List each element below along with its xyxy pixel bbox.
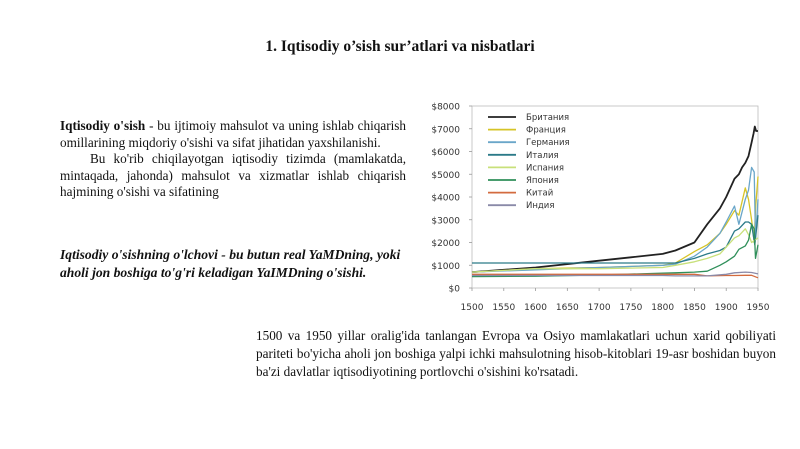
y-tick-label: $3000: [431, 216, 460, 227]
series-line-Испания: [472, 229, 758, 272]
series-line-Франция: [472, 177, 758, 273]
series-line-Британия: [472, 127, 758, 273]
y-tick-label: $4000: [431, 193, 460, 204]
definition-text: - bu ijtimoiy mahsulot va uning ishlab chiqarish omillarining miqdoriy o'sishi va sifat jihatidan yaxshilanishi.: [60, 118, 406, 150]
y-tick-label: $5000: [431, 170, 460, 181]
y-tick-label: $7000: [431, 125, 460, 136]
gdp-chart-svg: [420, 96, 780, 316]
x-tick-label: 1550: [492, 303, 516, 313]
x-tick-label: 1900: [714, 303, 738, 313]
legend-label: Индия: [526, 201, 555, 212]
legend-label: Британия: [526, 113, 570, 123]
x-tick-label: 1950: [746, 303, 770, 313]
y-tick-label: $1000: [431, 261, 460, 272]
legend-label: Германия: [526, 138, 570, 149]
intro-text: [60, 118, 406, 217]
plot-area-frame: [472, 106, 758, 288]
legend-label: Франция: [526, 125, 566, 136]
definition-term: Iqtisodiy o'sish: [60, 118, 146, 133]
legend-label: Китай: [526, 188, 554, 199]
y-tick-label: $6000: [431, 148, 460, 158]
measure-statement: Iqtisodiy o'sishning o'lchovi - bu butun real YaMDning, yoki aholi jon boshiga to'g'ri keladigan YaIMDning o'sishi.: [60, 247, 401, 280]
chart-caption: 1500 va 1950 yillar oralig'ida tanlangan Evropa va Osiyo mamlakatlari uchun xarid qobiliyati pariteti bo'yicha aholi jon boshiga yalpi ichki mahsulotning hisob-kitoblari 19-asr boshidan buyon ba'zi davlatlar iqtisodiyotining portlovchi o'sishini ko'rsatadi.: [256, 328, 776, 379]
gdp-chart: [420, 96, 780, 316]
x-tick-label: 1700: [587, 303, 611, 313]
x-tick-label: 1500: [460, 303, 484, 313]
legend-label: Испания: [526, 163, 564, 174]
x-tick-label: 1600: [524, 303, 548, 313]
x-tick-label: 1800: [651, 303, 675, 313]
y-tick-label: $0: [448, 284, 460, 295]
y-tick-label: $8000: [431, 102, 460, 113]
slide-title: 1. Iqtisodiy o’sish sur’atlari va nisbatlari: [265, 38, 535, 55]
growth-description-paragraph: Bu ko'rib chiqilayotgan iqtisodiy tizimda (mamlakatda, mintaqada, jahonda) mahsulot va xizmatlar ishlab chiqarish hajmining o'sishi va sifatining: [60, 151, 406, 199]
x-tick-label: 1750: [619, 303, 643, 313]
clipped-paragraph-box: [60, 151, 406, 217]
y-tick-label: $2000: [431, 239, 460, 249]
x-tick-label: 1650: [555, 303, 579, 313]
legend-label: Япония: [526, 176, 559, 186]
definition-paragraph: [60, 118, 406, 151]
legend-label: Италия: [526, 150, 559, 161]
series-line-Германия: [472, 167, 758, 272]
x-tick-label: 1850: [682, 303, 706, 313]
